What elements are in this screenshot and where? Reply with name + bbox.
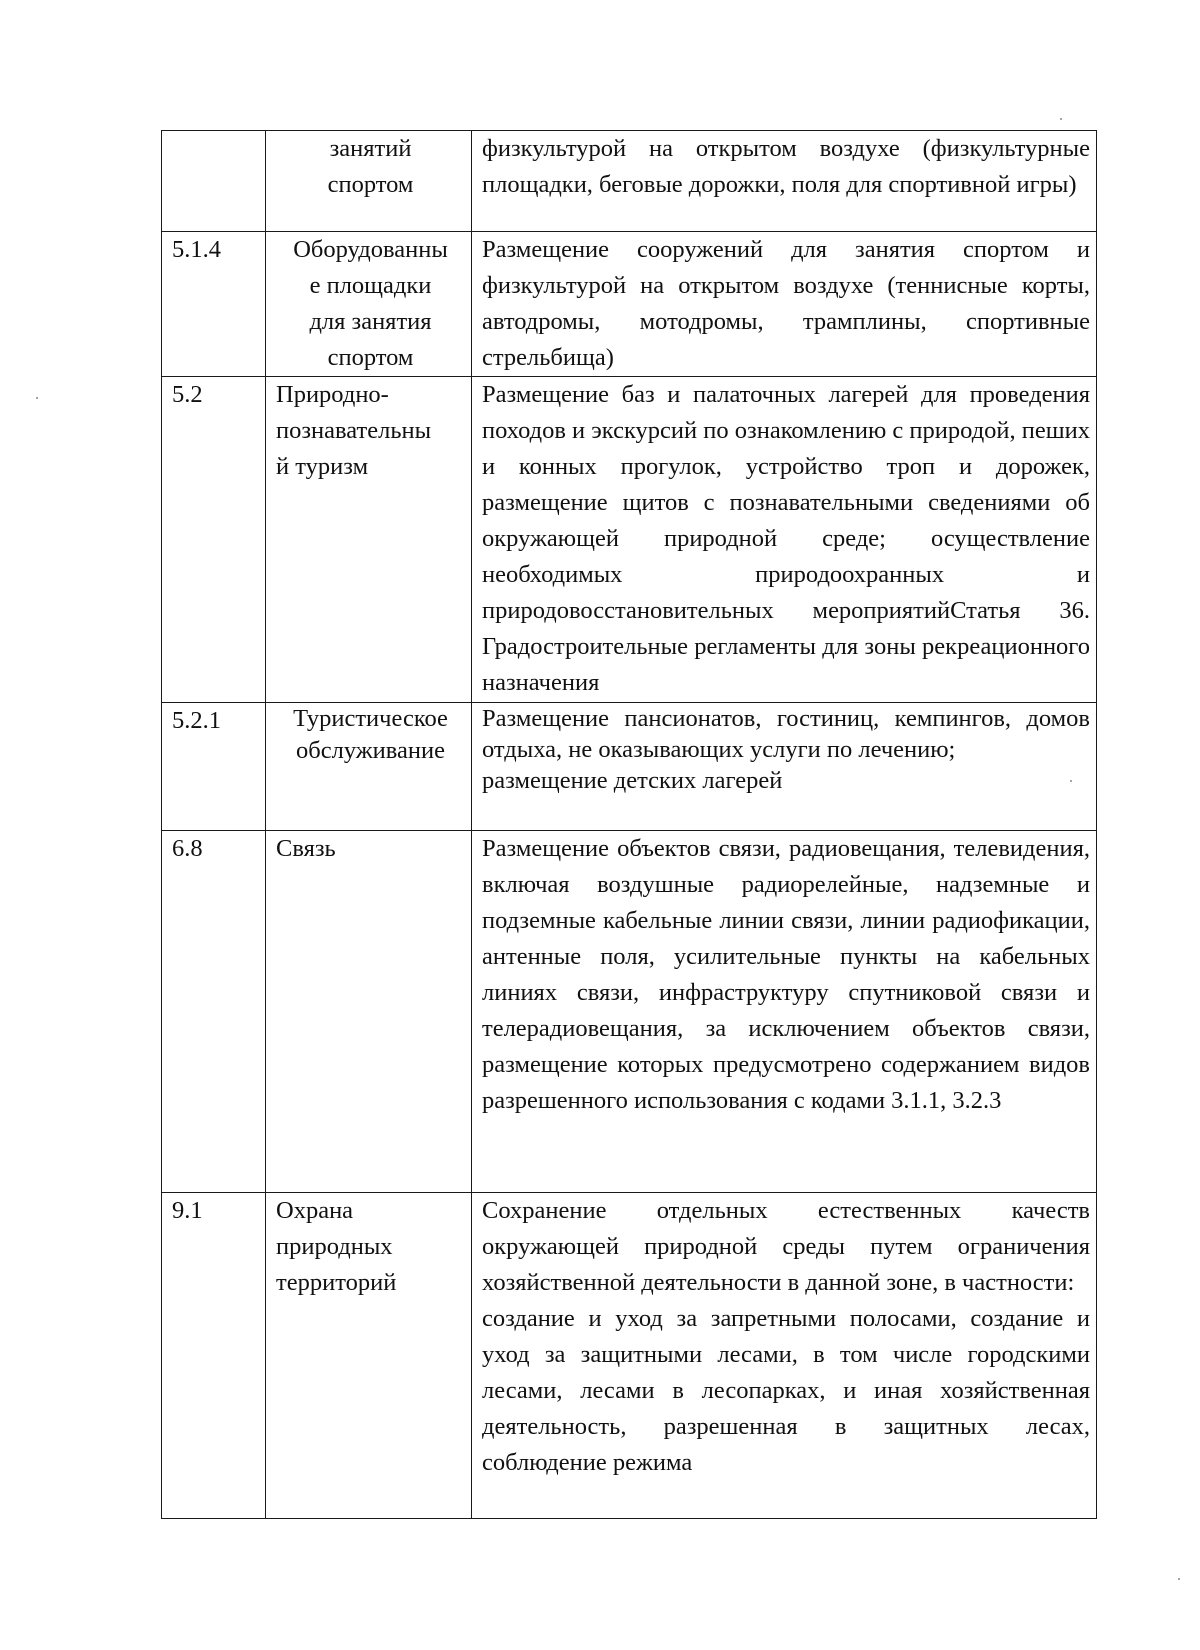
row-name: [266, 131, 472, 232]
row-code: 5.1.4: [162, 232, 266, 377]
row-description-text: Размещение пансионатов, гостиниц, кемпингов, домов отдыха, не оказывающих услуги по лечению;: [482, 705, 1090, 763]
row-name-text: Природно- познавательны й туризм: [276, 381, 432, 480]
row-description-text: размещение детских лагерей: [482, 767, 783, 794]
row-name: [266, 703, 472, 831]
row-name: [266, 377, 472, 703]
row-code: [162, 131, 266, 232]
table-row: [162, 703, 1097, 831]
scan-speck: [1070, 780, 1072, 782]
row-description-text: Размещение сооружений для занятия спортом и физкультурой на открытом воздухе (теннисные корты, автодромы, мотодромы, трамплины, спортивные стрельбища): [482, 236, 1090, 371]
row-description-text: Размещение баз и палаточных лагерей для проведения походов и экскурсий по ознакомлению с природой, пеших и конных прогулок, устройство троп и дорожек, размещение щитов с познавательными сведениями об окружающей природной среде; осуществление необходимых природоохранных и природовосстановительных мероприятийСтатья 36. Градостроительные регламенты для зоны рекреационного назначения: [482, 381, 1090, 696]
table-row: [162, 1193, 1097, 1519]
row-description-text: физкультурой на открытом воздухе (физкультурные площадки, беговые дорожки, поля для спортивной игры): [482, 135, 1090, 198]
row-name-text: Охрана природных территорий: [276, 1197, 397, 1296]
row-code: 5.2: [162, 377, 266, 703]
row-code: 5.2.1: [162, 703, 266, 831]
row-name: [266, 232, 472, 377]
table-row: [162, 377, 1097, 703]
row-description: [472, 232, 1097, 377]
row-description: [472, 1193, 1097, 1519]
row-name-text: Связь: [276, 835, 336, 862]
scan-speck: [36, 397, 38, 399]
row-description: [472, 131, 1097, 232]
row-description-text: Размещение объектов связи, радиовещания, телевидения, включая воздушные радиорелейные, надземные и подземные кабельные линии связи, линии радиофикации, антенные поля, усилительные пункты на кабельных линиях связи, инфраструктуру спутниковой связи и телерадиовещания, за исключением объектов связи, размещение которых предусмотрено содержанием видов разрешенного использования с кодами 3.1.1, 3.2.3: [482, 835, 1090, 1114]
land-use-table: [161, 130, 1097, 1519]
row-code: 9.1: [162, 1193, 266, 1519]
row-name-text: занятий спортом: [327, 135, 414, 198]
row-name: [266, 1193, 472, 1519]
row-description: [472, 703, 1097, 831]
row-code: 6.8: [162, 831, 266, 1193]
table-row: [162, 831, 1097, 1193]
row-name-text: Оборудованны е площадки для занятия спортом: [293, 236, 448, 371]
row-description-text: создание и уход за запретными полосами, создание и уход за защитными лесами, в том числе городскими лесами, лесами в лесопарках, и иная хозяйственная деятельность, разрешенная в защитных лесах, соблюдение режима: [482, 1305, 1090, 1476]
row-description: [472, 831, 1097, 1193]
table-row: [162, 232, 1097, 377]
row-name-text: Туристическое обслуживание: [293, 705, 448, 764]
scan-speck: [1060, 118, 1062, 120]
row-description: [472, 377, 1097, 703]
table-row: [162, 131, 1097, 232]
row-name: [266, 831, 472, 1193]
scan-speck: [1178, 1578, 1180, 1580]
row-description-text: Сохранение отдельных естественных качеств окружающей природной среды путем ограничения хозяйственной деятельности в данной зоне, в частности:: [482, 1197, 1090, 1296]
